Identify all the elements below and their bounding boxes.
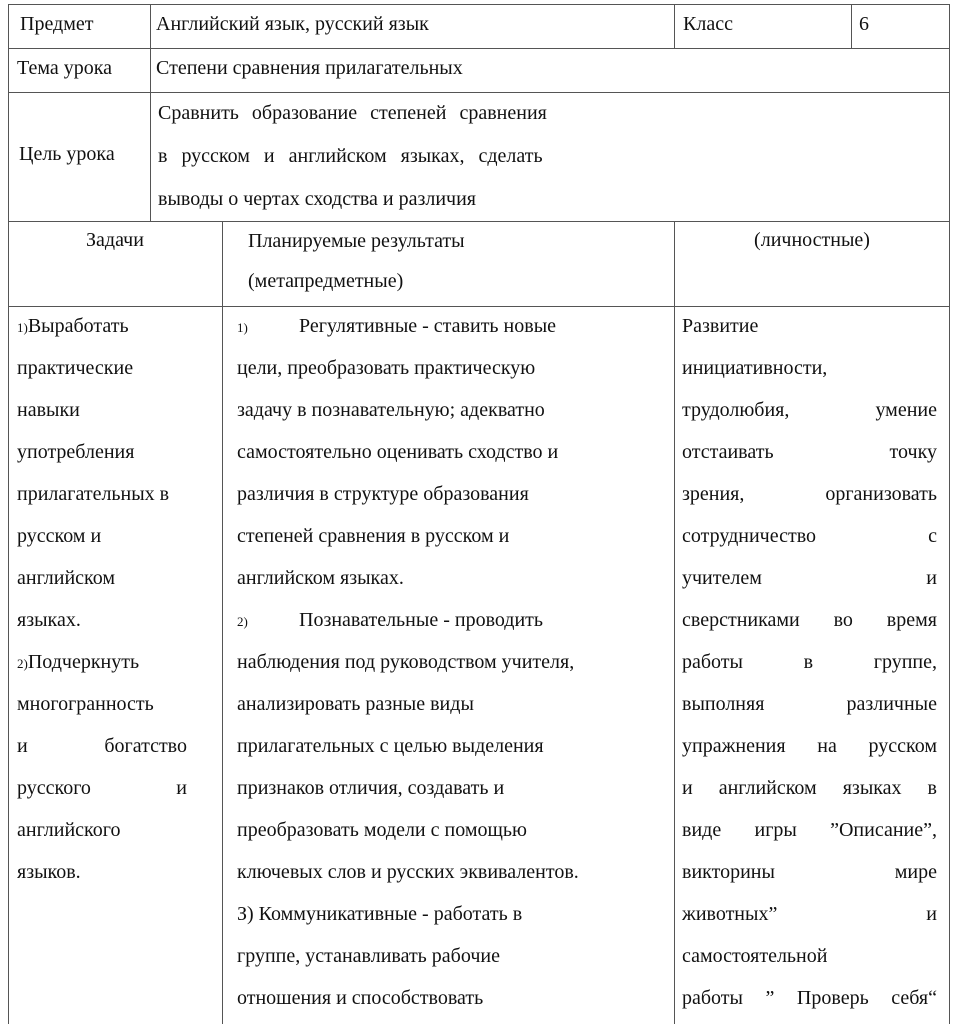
task-line: навыки	[17, 399, 80, 421]
personal-line	[682, 515, 937, 557]
personal-word: упражнения	[682, 735, 786, 757]
personal-word: сверстниками	[682, 609, 800, 631]
personal-word: на	[817, 735, 837, 757]
subject-value	[156, 4, 429, 44]
task-line	[17, 305, 217, 347]
personal-word: животных”	[682, 903, 778, 925]
personal-word: организовать	[825, 483, 937, 505]
task-word: русского	[17, 777, 91, 799]
personal-line	[682, 557, 937, 599]
personal-word: викторины	[682, 861, 775, 883]
meta-line: З) Коммуникативные - работать в	[237, 903, 523, 925]
task-line: английского	[17, 819, 121, 841]
personal-line	[682, 893, 937, 935]
topic-label	[17, 48, 112, 88]
table-border	[851, 4, 852, 49]
task-line	[17, 641, 217, 683]
goal-line	[158, 92, 618, 135]
personal-word: виде	[682, 819, 722, 841]
col-header-planned	[248, 221, 465, 301]
meta-line: прилагательных с целью выделения	[237, 735, 544, 757]
personal-line	[682, 473, 937, 515]
meta-line: преобразовать модели с помощью	[237, 819, 527, 841]
personal-line: инициативности,	[682, 357, 828, 379]
personal-cell	[682, 305, 937, 1019]
personal-word: в	[803, 651, 814, 673]
col-header-personal	[674, 221, 950, 259]
goal-value	[158, 92, 618, 221]
personal-word: работы	[682, 651, 743, 673]
meta-line: цели, преобразовать практическую	[237, 357, 536, 379]
personal-line	[682, 683, 937, 725]
table-border	[150, 4, 151, 222]
personal-word: себя“	[891, 987, 937, 1009]
goal-line	[158, 178, 618, 221]
goal-line-text: выводы о чертах сходства и различия	[158, 188, 477, 210]
meta-line	[237, 599, 667, 641]
personal-word: и	[926, 567, 937, 589]
personal-word: русском	[868, 735, 937, 757]
meta-line: английском языках.	[237, 567, 404, 589]
task-text: Выработать	[27, 315, 129, 337]
task-text: Подчеркнуть	[27, 651, 140, 673]
personal-word: с	[928, 525, 937, 547]
metasubject-cell	[237, 305, 667, 1019]
table-border	[674, 221, 675, 1024]
meta-line: наблюдения под руководством учителя,	[237, 651, 575, 673]
personal-line	[682, 977, 937, 1019]
personal-word: трудолюбия,	[682, 399, 790, 421]
personal-word: ”Описание”,	[830, 819, 937, 841]
goal-label	[19, 134, 115, 174]
personal-word: в	[927, 777, 937, 799]
personal-word: языках	[842, 777, 902, 799]
task-line: прилагательных в	[17, 483, 170, 505]
task-line: английском	[17, 567, 116, 589]
personal-word: умение	[875, 399, 937, 421]
personal-word: во	[833, 609, 853, 631]
meta-number: 2)	[237, 614, 248, 629]
meta-line: ключевых слов и русских эквивалентов.	[237, 861, 579, 883]
personal-line	[682, 641, 937, 683]
task-number: 1)	[17, 320, 28, 335]
task-line	[17, 725, 187, 767]
col-header-planned-line1: Планируемые результаты	[248, 230, 465, 252]
subject-label-text: Предмет	[20, 13, 94, 35]
goal-line-text: Сравнить образование степеней сравнения	[158, 102, 547, 124]
task-number: 2)	[17, 656, 28, 671]
table-border	[674, 4, 675, 49]
personal-line	[682, 389, 937, 431]
topic-value	[156, 48, 463, 88]
personal-word: группе,	[873, 651, 937, 673]
meta-text: Познавательные - проводить	[299, 609, 544, 631]
tasks-cell	[17, 305, 217, 893]
personal-word: точку	[889, 441, 937, 463]
meta-line: группе, устанавливать рабочие	[237, 945, 500, 967]
task-line: практические	[17, 357, 134, 379]
meta-line: задачу в познавательную; адекватно	[237, 399, 545, 421]
table-border	[8, 4, 9, 1024]
task-line: языков.	[17, 861, 81, 883]
table-border	[949, 4, 950, 1024]
class-label	[683, 4, 733, 44]
meta-line: степеней сравнения в русском и	[237, 525, 510, 547]
personal-word: время	[886, 609, 937, 631]
class-value-text: 6	[859, 13, 869, 35]
task-line: многогранность	[17, 693, 154, 715]
meta-line: отношения и способствовать	[237, 987, 484, 1009]
personal-word: выполняя	[682, 693, 765, 715]
personal-word: ”	[765, 987, 775, 1009]
goal-line	[158, 135, 618, 178]
task-line: употребления	[17, 441, 135, 463]
meta-line: анализировать разные виды	[237, 693, 474, 715]
personal-line	[682, 809, 937, 851]
col-header-planned-line2: (метапредметные)	[248, 270, 404, 292]
col-header-personal-text: (личностные)	[754, 229, 870, 251]
task-word: богатство	[104, 735, 187, 757]
class-label-text: Класс	[683, 13, 733, 35]
personal-line	[682, 767, 937, 809]
meta-number: 1)	[237, 320, 248, 335]
meta-line	[237, 305, 667, 347]
personal-line	[682, 431, 937, 473]
personal-line	[682, 851, 937, 893]
meta-line: различия в структуре образования	[237, 483, 529, 505]
personal-word: мире	[894, 861, 937, 883]
personal-word: английском	[718, 777, 817, 799]
subject-label	[20, 4, 94, 44]
topic-label-text: Тема урока	[17, 57, 113, 79]
personal-line: самостоятельной	[682, 945, 828, 967]
task-word: и	[17, 735, 28, 757]
personal-word: зрения,	[682, 483, 745, 505]
goal-label-text: Цель урока	[19, 143, 115, 165]
meta-line: самостоятельно оценивать сходство и	[237, 441, 559, 463]
personal-word: работы	[682, 987, 743, 1009]
personal-word: и	[926, 903, 937, 925]
class-value	[859, 4, 869, 44]
meta-text: Регулятивные - ставить новые	[299, 315, 557, 337]
personal-line	[682, 599, 937, 641]
personal-line: Развитие	[682, 315, 759, 337]
col-header-tasks-text: Задачи	[86, 229, 144, 251]
col-header-tasks	[8, 221, 222, 259]
personal-word: игры	[754, 819, 797, 841]
personal-word: Проверь	[796, 987, 869, 1009]
topic-value-text: Степени сравнения прилагательных	[156, 57, 463, 79]
task-line: языках.	[17, 609, 81, 631]
task-line: русском и	[17, 525, 102, 547]
goal-line-text: в русском и английском языках, сделать	[158, 145, 543, 167]
personal-word: отстаивать	[682, 441, 774, 463]
personal-word: и	[682, 777, 693, 799]
personal-line	[682, 725, 937, 767]
personal-word: сотрудничество	[682, 525, 817, 547]
table-border	[222, 221, 223, 1024]
meta-line: признаков отличия, создавать и	[237, 777, 505, 799]
task-word: и	[176, 777, 187, 799]
subject-value-text: Английский язык, русский язык	[156, 13, 429, 35]
task-line	[17, 767, 187, 809]
personal-word: учителем	[682, 567, 762, 589]
personal-word: различные	[846, 693, 937, 715]
